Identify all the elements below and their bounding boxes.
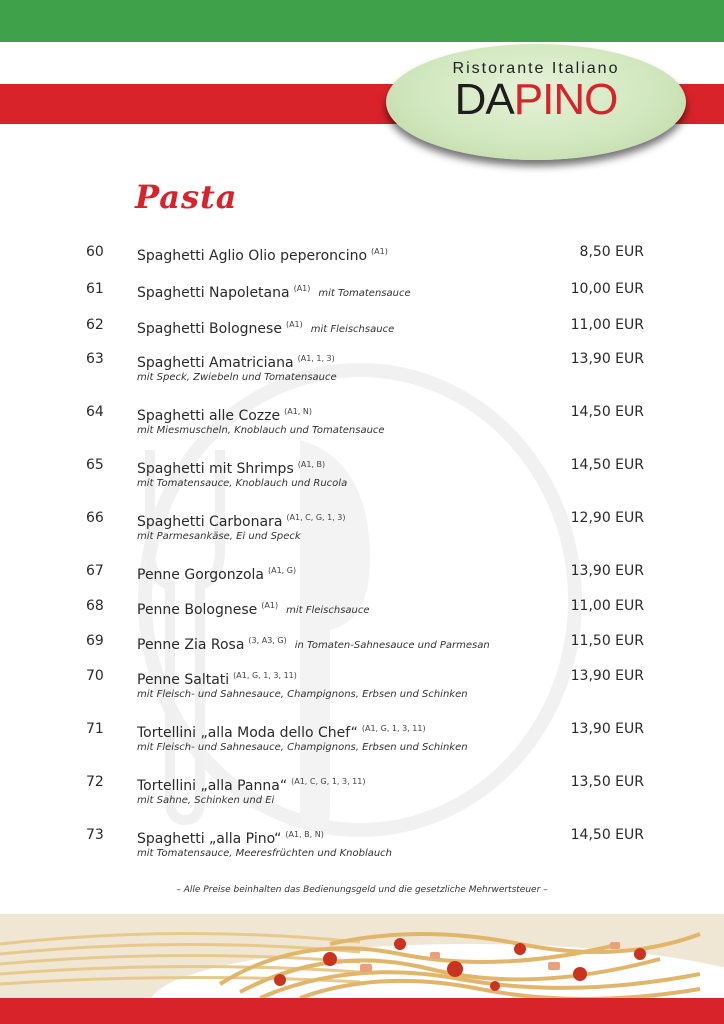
item-description: mit Fleisch- und Sahnesauce, Champignons, Erbsen und Schinken <box>137 742 468 753</box>
item-allergens: (A1, B, N) <box>285 830 324 839</box>
item-allergens: (A1) <box>293 284 311 293</box>
item-description: mit Miesmuscheln, Knoblauch und Tomatensauce <box>137 425 385 436</box>
item-number: 60 <box>86 244 104 260</box>
item-allergens: (A1, 1, 3) <box>297 354 335 363</box>
item-number: 72 <box>86 774 104 790</box>
item-name: Penne Bolognese <box>137 602 258 618</box>
item-price: 13,90 EUR <box>570 668 644 684</box>
logo-wordmark <box>386 76 686 124</box>
item-number: 69 <box>86 633 104 649</box>
item-name-line <box>137 509 346 531</box>
item-name: Tortellini „alla Panna“ <box>137 778 288 794</box>
item-allergens: (A1) <box>371 247 388 256</box>
item-name-line <box>137 243 388 265</box>
bottom-red-band <box>0 998 724 1024</box>
pasta-photo <box>0 914 724 998</box>
item-inline-description: mit Fleischsauce <box>310 324 395 335</box>
item-name: Spaghetti „alla Pino“ <box>137 831 282 847</box>
item-number: 68 <box>86 598 104 614</box>
item-name-line <box>137 597 370 620</box>
item-number: 65 <box>86 457 104 473</box>
restaurant-logo <box>386 44 686 160</box>
item-allergens: (A1, C, G, 1, 3, 11) <box>291 777 366 786</box>
item-description: mit Fleisch- und Sahnesauce, Champignons, Erbsen und Schinken <box>137 689 468 700</box>
logo-da: DA <box>454 75 514 124</box>
item-name-line <box>137 316 394 339</box>
item-description: mit Sahne, Schinken und Ei <box>137 795 275 806</box>
item-description: mit Tomatensauce, Meeresfrüchten und Knoblauch <box>137 848 393 859</box>
item-price: 11,00 EUR <box>570 598 644 614</box>
item-allergens: (A1, G, 1, 3, 11) <box>233 671 297 680</box>
item-price: 14,50 EUR <box>570 827 644 843</box>
item-price: 11,00 EUR <box>570 317 644 333</box>
logo-subtitle: Ristorante Italiano <box>452 60 620 77</box>
item-number: 62 <box>86 317 104 333</box>
item-price: 13,50 EUR <box>570 774 644 790</box>
item-name-line <box>137 632 490 655</box>
item-name-line <box>137 403 312 425</box>
item-allergens: (A1, N) <box>284 407 312 416</box>
item-inline-description: in Tomaten-Sahnesauce und Parmesan <box>294 640 490 651</box>
item-number: 71 <box>86 721 104 737</box>
item-name-line <box>137 773 365 795</box>
item-description: mit Parmesankäse, Ei und Speck <box>137 531 301 542</box>
pasta-plate-icon <box>0 914 724 998</box>
logo-pino: PINO <box>513 75 618 124</box>
item-name: Spaghetti Amatriciana <box>137 355 294 371</box>
item-allergens: (3, A3, G) <box>248 636 287 645</box>
item-name-line <box>137 720 426 742</box>
item-description: mit Tomatensauce, Knoblauch und Rucola <box>137 478 348 489</box>
item-name: Spaghetti Bolognese <box>137 321 282 337</box>
item-number: 70 <box>86 668 104 684</box>
item-price: 13,90 EUR <box>570 351 644 367</box>
item-price: 8,50 EUR <box>579 244 644 260</box>
item-name: Spaghetti Carbonara <box>137 514 283 530</box>
section-title: Pasta <box>135 178 238 216</box>
item-name-line <box>137 350 335 372</box>
item-name: Penne Zia Rosa <box>137 637 245 653</box>
item-allergens: (A1) <box>285 320 303 329</box>
item-price: 11,50 EUR <box>570 633 644 649</box>
item-allergens: (A1, G, 1, 3, 11) <box>361 724 426 733</box>
item-name: Spaghetti alle Cozze <box>137 408 281 424</box>
item-number: 64 <box>86 404 104 420</box>
item-name-line <box>137 667 297 689</box>
item-allergens: (A1, G) <box>268 566 297 575</box>
item-name: Spaghetti mit Shrimps <box>137 461 294 477</box>
item-price: 13,90 EUR <box>570 563 644 579</box>
item-price: 12,90 EUR <box>570 510 644 526</box>
item-allergens: (A1, C, G, 1, 3) <box>286 513 346 522</box>
item-name: Spaghetti Aglio Olio peperoncino <box>137 248 368 264</box>
item-name: Penne Saltati <box>137 672 230 688</box>
item-name: Penne Gorgonzola <box>137 567 264 583</box>
item-allergens: (A1) <box>261 601 279 610</box>
top-green-band <box>0 0 724 42</box>
item-price: 13,90 EUR <box>570 721 644 737</box>
item-description: mit Speck, Zwiebeln und Tomatensauce <box>137 372 337 383</box>
item-allergens: (A1, B) <box>297 460 326 469</box>
item-name-line <box>137 826 324 848</box>
item-number: 61 <box>86 281 104 297</box>
item-inline-description: mit Fleischsauce <box>286 605 370 616</box>
item-inline-description: mit Tomatensauce <box>318 288 411 299</box>
item-number: 63 <box>86 351 104 367</box>
item-name-line <box>137 280 411 303</box>
item-number: 73 <box>86 827 104 843</box>
item-number: 66 <box>86 510 104 526</box>
item-price: 14,50 EUR <box>570 457 644 473</box>
item-price: 10,00 EUR <box>570 281 644 297</box>
item-name-line <box>137 456 325 478</box>
item-price: 14,50 EUR <box>570 404 644 420</box>
item-name-line <box>137 562 296 584</box>
item-name: Spaghetti Napoletana <box>137 285 290 301</box>
price-footnote: – Alle Preise beinhalten das Bedienungsgeld und die gesetzliche Mehrwertsteuer – <box>176 885 548 895</box>
item-name: Tortellini „alla Moda dello Chef“ <box>137 725 358 741</box>
item-number: 67 <box>86 563 104 579</box>
